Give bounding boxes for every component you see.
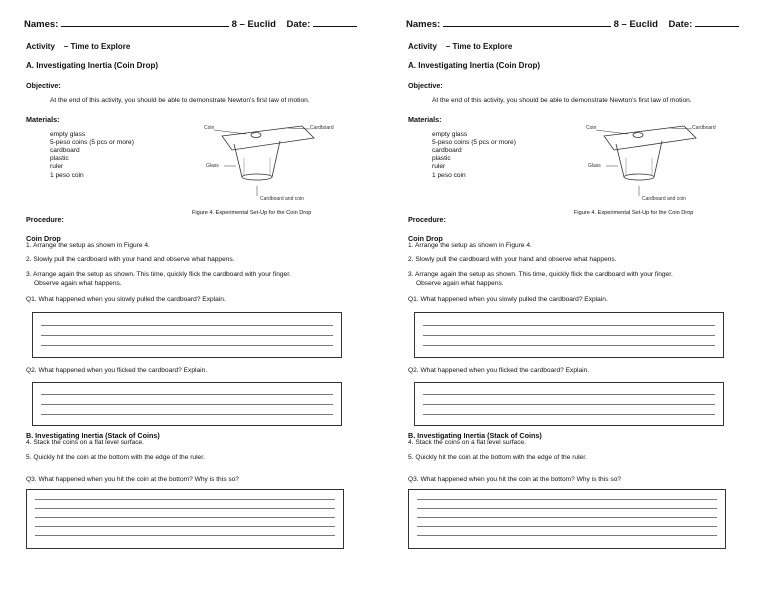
names-blank[interactable] [443, 18, 611, 27]
activity-label: Activity [26, 42, 55, 51]
activity-title: – Time to Explore [63, 42, 131, 51]
question-3: Q3. What happened when you hit the coin at the bottom? Why is this so? [408, 476, 621, 483]
cardboard-label: Cardboard [310, 125, 334, 131]
date-blank[interactable] [313, 18, 357, 27]
glass-label: Glass [588, 163, 601, 169]
answer-box-q3[interactable] [26, 489, 344, 549]
coin-drop-label: Coin Drop [408, 234, 443, 243]
procedure-step: 5. Quickly hit the coin at the bottom with the edge of the ruler. [26, 454, 205, 461]
procedure-step: 5. Quickly hit the coin at the bottom with the edge of the ruler. [408, 454, 587, 461]
class-label: 8 – Euclid [231, 19, 276, 30]
objective-text: At the end of this activity, you should be able to demonstrate Newton’s first law of motion. [432, 97, 692, 104]
procedure-step: Observe again what happens. [416, 280, 504, 287]
class-label: 8 – Euclid [613, 19, 658, 30]
procedure-label: Procedure: [26, 215, 64, 224]
material-item: plastic [432, 155, 451, 162]
header-line [24, 18, 357, 30]
materials-label: Materials: [408, 115, 442, 124]
section-b-title: B. Investigating Inertia (Stack of Coins) [26, 431, 160, 440]
question-1: Q1. What happened when you slowly pulled the cardboard? Explain. [408, 296, 608, 303]
procedure-step: 1. Arrange the setup as shown in Figure 4. [26, 242, 150, 249]
question-2: Q2. What happened when you flicked the cardboard? Explain. [408, 367, 590, 374]
glass-label: Glass [206, 163, 219, 169]
cardboard-label: Cardboard [692, 125, 716, 131]
coin-drop-figure [584, 120, 714, 220]
activity-title: – Time to Explore [445, 42, 513, 51]
procedure-step: 1. Arrange the setup as shown in Figure 4. [408, 242, 532, 249]
cardboard-and-coin-label: Cardboard and coin [260, 196, 304, 202]
cardboard-and-coin-label: Cardboard and coin [642, 196, 686, 202]
material-item: cardboard [50, 147, 80, 154]
activity-heading [26, 42, 130, 51]
figure-caption: Figure 4. Experimental Set-Up for the Coin Drop [192, 210, 312, 216]
procedure-step: 2. Slowly pull the cardboard with your hand and observe what happens. [26, 256, 235, 263]
material-item: ruler [432, 163, 446, 170]
question-2: Q2. What happened when you flicked the cardboard? Explain. [26, 367, 208, 374]
material-item: plastic [50, 155, 69, 162]
coin-label: Coin [204, 125, 215, 131]
names-label: Names: [24, 19, 59, 30]
coin-drop-label: Coin Drop [26, 234, 61, 243]
procedure-label: Procedure: [408, 215, 446, 224]
procedure-step: 2. Slowly pull the cardboard with your hand and observe what happens. [408, 256, 617, 263]
procedure-step: 4. Stack the coins on a flat level surface. [408, 439, 527, 446]
worksheet-copy-right [406, 0, 756, 594]
material-item: ruler [50, 163, 64, 170]
activity-label: Activity [408, 42, 437, 51]
date-label: Date: [286, 19, 311, 30]
answer-box-q1[interactable] [414, 312, 724, 358]
materials-label: Materials: [26, 115, 60, 124]
names-label: Names: [406, 19, 441, 30]
answer-box-q2[interactable] [414, 382, 724, 426]
answer-box-q2[interactable] [32, 382, 342, 426]
objective-text: At the end of this activity, you should be able to demonstrate Newton’s first law of motion. [50, 97, 310, 104]
figure-caption: Figure 4. Experimental Set-Up for the Coin Drop [574, 210, 694, 216]
section-b-title: B. Investigating Inertia (Stack of Coins) [408, 431, 542, 440]
section-a-title: A. Investigating Inertia (Coin Drop) [26, 61, 159, 70]
procedure-step: 3. Arrange again the setup as shown. This time, quickly flick the cardboard with your finger. [408, 271, 673, 278]
glass-cardboard-illustration [202, 120, 332, 220]
question-1: Q1. What happened when you slowly pulled the cardboard? Explain. [26, 296, 226, 303]
answer-box-q1[interactable] [32, 312, 342, 358]
material-item: 5-peso coins (5 pcs or more) [50, 139, 134, 146]
activity-heading [408, 42, 512, 51]
date-blank[interactable] [695, 18, 739, 27]
procedure-step: 4. Stack the coins on a flat level surface. [26, 439, 145, 446]
header-line [406, 18, 739, 30]
procedure-step: Observe again what happens. [34, 280, 122, 287]
material-item: 1 peso coin [432, 172, 466, 179]
worksheet-copy-left [24, 0, 374, 594]
procedure-step: 3. Arrange again the setup as shown. This time, quickly flick the cardboard with your finger. [26, 271, 291, 278]
coin-drop-figure [202, 120, 332, 220]
answer-box-q3[interactable] [408, 489, 726, 549]
material-item: 1 peso coin [50, 172, 84, 179]
question-3: Q3. What happened when you hit the coin at the bottom? Why is this so? [26, 476, 239, 483]
objective-label: Objective: [408, 81, 443, 90]
date-label: Date: [668, 19, 693, 30]
material-item: empty glass [50, 131, 86, 138]
glass-cardboard-illustration [584, 120, 714, 220]
section-a-title: A. Investigating Inertia (Coin Drop) [408, 61, 541, 70]
material-item: 5-peso coins (5 pcs or more) [432, 139, 516, 146]
material-item: empty glass [432, 131, 468, 138]
names-blank[interactable] [61, 18, 229, 27]
objective-label: Objective: [26, 81, 61, 90]
material-item: cardboard [432, 147, 462, 154]
coin-label: Coin [586, 125, 597, 131]
